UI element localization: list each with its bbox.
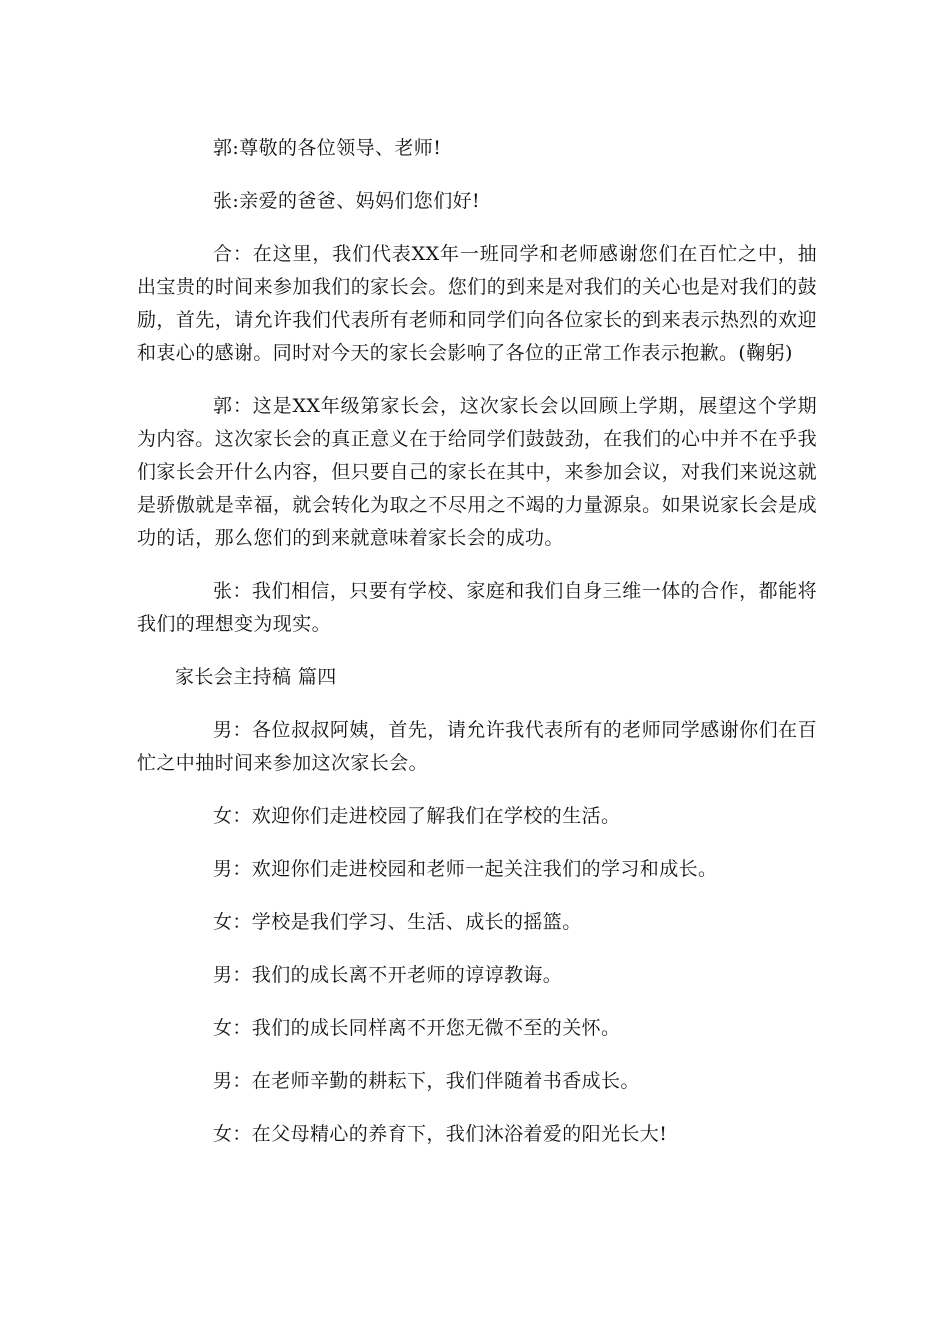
paragraph-zhang-greeting: 张:亲爱的爸爸、妈妈们您们好!: [213, 190, 481, 212]
paragraph-male-growth: 男：欢迎你们走进校园和老师一起关注我们的学习和成长。: [213, 858, 718, 880]
paragraph-male-teachers: 男：我们的成长离不开老师的谆谆教诲。: [213, 964, 563, 986]
document-body: [137, 132, 817, 1171]
section-heading: 家长会主持稿 篇四: [175, 666, 337, 688]
paragraph-guo-meaning: 郭：这是XX年级第家长会，这次家长会以回顾上学期，展望这个学期为内容。这次家长会的真正意义在于给同学们鼓鼓劲，在我们的心中并不在乎我们家长会开什么内容，但只要自己的家长在其中，来参加会议，对我们来说这就是骄傲就是幸福，就会转化为取之不尽用之不竭的力量源泉。如果说家长会是成功的话，那么您们的到来就意味着家长会的成功。: [137, 395, 817, 549]
paragraph-female-sunshine: 女：在父母精心的养育下，我们沐浴着爱的阳光长大!: [213, 1123, 668, 1145]
paragraph-female-care: 女：我们的成长同样离不开您无微不至的关怀。: [213, 1017, 621, 1039]
paragraph-female-campus: 女：欢迎你们走进校园了解我们在学校的生活。: [213, 805, 621, 827]
paragraph-guo-greeting: 郭:尊敬的各位领导、老师!: [213, 137, 442, 159]
paragraph-male-welcome: 男：各位叔叔阿姨，首先，请允许我代表所有的老师同学感谢你们在百忙之中抽时间来参加这次家长会。: [137, 719, 817, 774]
paragraph-zhang-belief: 张：我们相信，只要有学校、家庭和我们自身三维一体的合作，都能将我们的理想变为现实。: [137, 580, 817, 635]
paragraph-female-cradle: 女：学校是我们学习、生活、成长的摇篮。: [213, 911, 582, 933]
paragraph-male-books: 男：在老师辛勤的耕耘下，我们伴随着书香成长。: [213, 1070, 640, 1092]
paragraph-together-thanks: 合：在这里，我们代表XX年一班同学和老师感谢您们在百忙之中，抽出宝贵的时间来参加我们的家长会。您们的到来是对我们的关心也是对我们的鼓励，首先，请允许我们代表所有老师和同学们向各位家长的到来表示热烈的欢迎和衷心的感谢。同时对今天的家长会影响了各位的正常工作表示抱歉。(鞠躬): [137, 243, 817, 364]
